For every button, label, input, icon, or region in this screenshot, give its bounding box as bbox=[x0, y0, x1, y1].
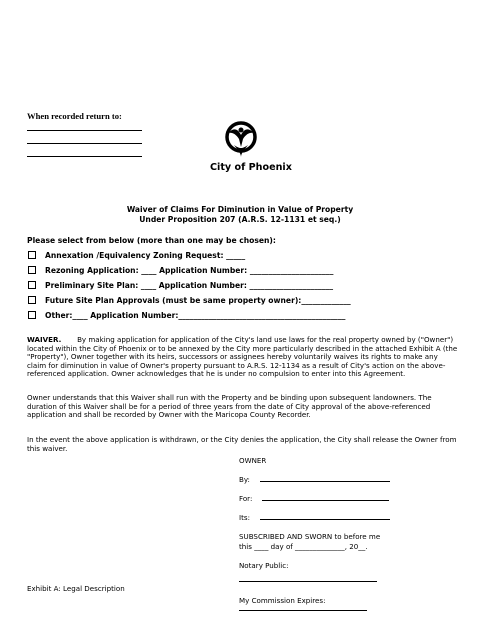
for-field[interactable] bbox=[239, 494, 389, 503]
notary-label: Notary Public: bbox=[239, 561, 289, 570]
by-label: By: bbox=[239, 475, 250, 484]
its-field[interactable] bbox=[239, 513, 390, 522]
release-paragraph: In the event the above application is withdrawn, or the City denies the application, the City shall release the Owner from this waiver. bbox=[27, 435, 457, 453]
waiver-text: By making application for application of the City's land use laws for the real property owned by ("Owner") located within the City of Phoenix or to be annexed by the City more particularly described in the attached Exhibit A (the "Property"), Owner together with its heirs, successors or assignees hereby voluntarily waives its rights to make any claim for diminution in value of Owner's property pursuant to A.R.S. 12-1134 as a result of City's action on the above-referenced application. Owner acknowledges that he is under no compulsion to enter into this Agreement. bbox=[27, 335, 458, 379]
checkbox-icon[interactable] bbox=[28, 296, 36, 304]
option-rezoning[interactable] bbox=[28, 266, 333, 275]
commission-line[interactable] bbox=[239, 610, 367, 611]
commission-label: My Commission Expires: bbox=[239, 596, 326, 605]
for-label: For: bbox=[239, 494, 253, 503]
return-address-line-1 bbox=[27, 130, 142, 131]
sworn-line-2: this ____ day of ______________, 20__. bbox=[239, 542, 368, 551]
phoenix-bird-logo-icon bbox=[224, 119, 258, 163]
city-name: City of Phoenix bbox=[210, 162, 292, 173]
for-signature-line[interactable] bbox=[262, 500, 389, 501]
document-title-line-1: Waiver of Claims For Diminution in Value of Property bbox=[126, 205, 354, 214]
its-label: Its: bbox=[239, 513, 250, 522]
option-label: Future Site Plan Approvals (must be same property owner):_____________ bbox=[45, 296, 351, 305]
waiver-paragraph bbox=[27, 336, 459, 379]
return-address-line-2 bbox=[27, 143, 142, 144]
duration-paragraph: Owner understands that this Waiver shall run with the Property and be binding upon subsequent landowners. The duration of this Waiver shall be for a period of three years from the date of City approval of the above-referenced application and shall be recorded by Owner with the Maricopa County Recorder. bbox=[27, 393, 432, 420]
checkbox-icon[interactable] bbox=[28, 266, 36, 274]
option-other[interactable] bbox=[28, 311, 345, 320]
its-signature-line[interactable] bbox=[260, 519, 390, 520]
notary-signature-line[interactable] bbox=[239, 581, 377, 582]
option-preliminary-site-plan[interactable] bbox=[28, 281, 333, 290]
waiver-heading: WAIVER. bbox=[27, 335, 62, 344]
option-annexation[interactable] bbox=[28, 251, 245, 260]
document-title-line-2: Under Proposition 207 (A.R.S. 12-1131 et seq.) bbox=[139, 215, 341, 224]
sworn-line-1: SUBSCRIBED AND SWORN to before me bbox=[239, 532, 381, 541]
exhibit-label: Exhibit A: Legal Description bbox=[27, 584, 125, 593]
option-label: Preliminary Site Plan: ____ Application Number: ______________________ bbox=[45, 281, 334, 290]
option-label: Other:____ Application Number:____________________________________________ bbox=[45, 311, 346, 320]
checkbox-icon[interactable] bbox=[28, 311, 36, 319]
by-field[interactable] bbox=[239, 475, 390, 484]
checkbox-icon[interactable] bbox=[28, 251, 36, 259]
option-label: Rezoning Application: ____ Application Number: ______________________ bbox=[45, 266, 334, 275]
selection-instruction: Please select from below (more than one may be chosen): bbox=[27, 236, 276, 245]
option-label: Annexation /Equivalency Zoning Request: _____ bbox=[45, 251, 246, 260]
return-address-line-3 bbox=[27, 156, 142, 157]
option-future-site-plan[interactable] bbox=[28, 296, 351, 305]
by-signature-line[interactable] bbox=[260, 481, 390, 482]
return-to-label: When recorded return to: bbox=[27, 111, 122, 121]
checkbox-icon[interactable] bbox=[28, 281, 36, 289]
owner-label: OWNER bbox=[239, 456, 267, 465]
